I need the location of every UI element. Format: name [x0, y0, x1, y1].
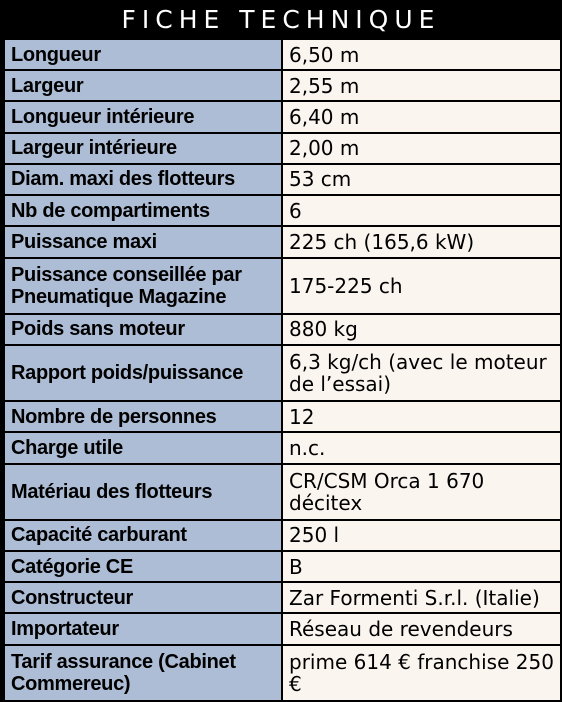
table-row: [4, 645, 561, 701]
row-value: CR/CSM Orca 1 670 décitex: [282, 464, 561, 520]
row-label: Nb de compartiments: [4, 195, 282, 226]
row-value: 2,00 m: [282, 133, 561, 164]
table-row: [4, 258, 561, 314]
spec-table: [3, 38, 562, 702]
row-value: Réseau de revendeurs: [282, 613, 561, 644]
row-label: Tarif assurance (Cabinet Commereuc): [4, 645, 282, 701]
row-label: Largeur intérieure: [4, 133, 282, 164]
row-label: Importateur: [4, 613, 282, 644]
row-label: Rapport poids/puissance: [4, 345, 282, 401]
row-label: Longueur intérieure: [4, 101, 282, 132]
table-row: [4, 345, 561, 401]
row-label: Puissance conseillée par Pneumatique Magazine: [4, 258, 282, 314]
row-value: 6,3 kg/ch (avec le moteur de l’essai): [282, 345, 561, 401]
row-label: Puissance maxi: [4, 226, 282, 257]
row-label: Matériau des flotteurs: [4, 464, 282, 520]
table-row: [4, 164, 561, 195]
table-row: [4, 101, 561, 132]
table-row: [4, 226, 561, 257]
row-value: Zar Formenti S.r.l. (Italie): [282, 582, 561, 613]
row-value: 6: [282, 195, 561, 226]
row-value: 880 kg: [282, 314, 561, 345]
page-title: FICHE TECHNIQUE: [0, 0, 562, 38]
row-value: 175-225 ch: [282, 258, 561, 314]
row-value: 6,50 m: [282, 39, 561, 70]
row-label: Catégorie CE: [4, 551, 282, 582]
row-label: Constructeur: [4, 582, 282, 613]
row-label: Poids sans moteur: [4, 314, 282, 345]
row-value: prime 614 € franchise 250 €: [282, 645, 561, 701]
row-value: 6,40 m: [282, 101, 561, 132]
table-row: [4, 432, 561, 463]
row-label: Capacité carburant: [4, 520, 282, 551]
table-row: [4, 70, 561, 101]
row-label: Diam. maxi des flotteurs: [4, 164, 282, 195]
row-label: Longueur: [4, 39, 282, 70]
table-row: [4, 582, 561, 613]
table-row: [4, 520, 561, 551]
row-value: 2,55 m: [282, 70, 561, 101]
row-value: 225 ch (165,6 kW): [282, 226, 561, 257]
table-row: [4, 39, 561, 70]
table-row: [4, 613, 561, 644]
row-value: B: [282, 551, 561, 582]
table-row: [4, 551, 561, 582]
row-value: 250 l: [282, 520, 561, 551]
row-value: n.c.: [282, 432, 561, 463]
row-label: Charge utile: [4, 432, 282, 463]
table-row: [4, 314, 561, 345]
row-label: Largeur: [4, 70, 282, 101]
table-row: [4, 195, 561, 226]
row-label: Nombre de personnes: [4, 401, 282, 432]
table-row: [4, 133, 561, 164]
row-value: 12: [282, 401, 561, 432]
table-row: [4, 401, 561, 432]
row-value: 53 cm: [282, 164, 561, 195]
table-row: [4, 464, 561, 520]
